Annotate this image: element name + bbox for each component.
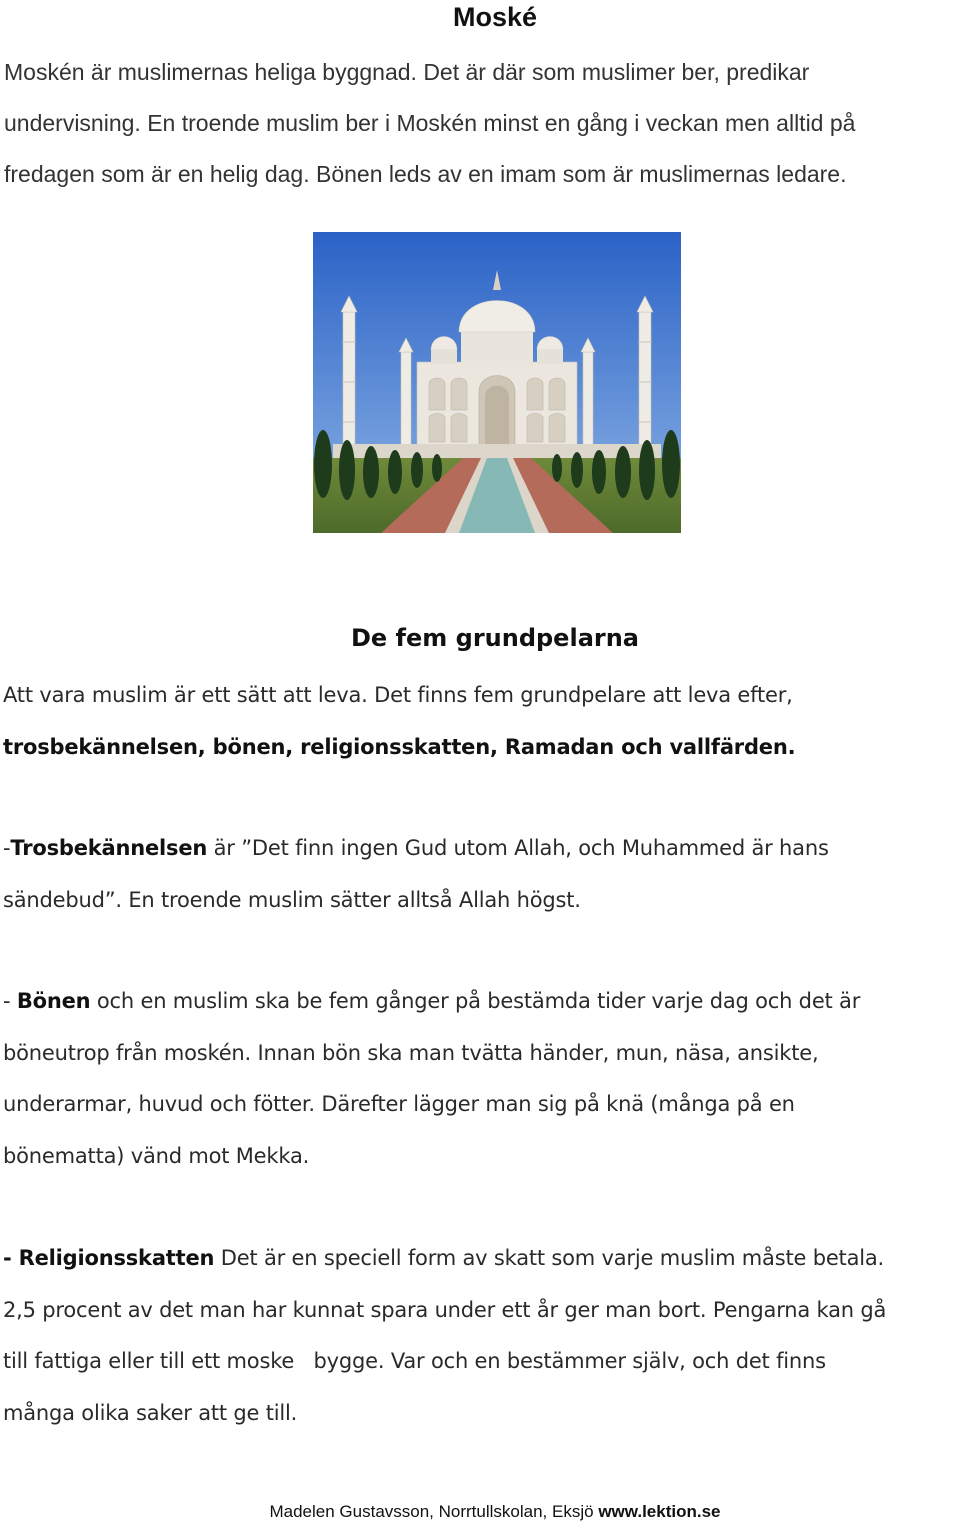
tax-line: till fattiga eller till ett moske bygge. Var och en bestämmer själv, och det finns: [3, 1349, 826, 1373]
taj-mahal-photo: [313, 232, 681, 533]
creed-term: Trosbekännelsen: [10, 836, 208, 860]
creed-text: är ”Det finn ingen Gud utom Allah, och Muhammed är hans: [207, 836, 829, 860]
intro-paragraph: [4, 47, 954, 200]
creed-line: sändebud”. En troende muslim sätter alltså Allah högst.: [3, 887, 581, 912]
prayer-term: Bönen: [16, 989, 91, 1013]
pillars-heading: De fem grundpelarna: [351, 624, 639, 652]
tax-line: många olika saker att ge till.: [3, 1400, 298, 1425]
intro-line: Moskén är muslimernas heliga byggnad. Det är där som muslimer ber, predikar: [4, 59, 810, 85]
tax-line: 2,5 procent av det man har kunnat spara under ett år ger man bort. Pengarna kan gå: [3, 1297, 887, 1322]
footer-author: Madelen Gustavsson, Norrtullskolan, Eksjö: [269, 1502, 594, 1521]
intro-line: undervisning. En troende muslim ber i Moskén minst en gång i veckan men alltid på: [4, 110, 856, 136]
page-title: Moské: [452, 2, 538, 32]
creed-prefix: -: [3, 836, 11, 860]
page-footer: [0, 1500, 960, 1524]
prayer-line: böneutrop från moskén. Innan bön ska man tvätta händer, mun, näsa, ansikte,: [3, 1040, 819, 1065]
pillars-intro-paragraph: [3, 670, 960, 773]
prayer-prefix: -: [3, 989, 17, 1013]
pillars-list: trosbekännelsen, bönen, religionsskatten, Ramadan och vallfärden.: [3, 734, 796, 759]
creed-paragraph: [3, 823, 960, 926]
tax-paragraph: [3, 1233, 960, 1439]
tax-prefix: -: [3, 1246, 19, 1270]
prayer-text: och en muslim ska be fem gånger på bestämda tider varje dag och det är: [90, 989, 861, 1013]
tax-term: Religionsskatten: [18, 1246, 215, 1270]
tax-text: Det är en speciell form av skatt som varje muslim måste betala.: [214, 1246, 885, 1270]
pillars-intro-line: Att vara muslim är ett sätt att leva. Det finns fem grundpelare att leva efter,: [3, 683, 793, 707]
footer-url[interactable]: www.lektion.se: [598, 1502, 721, 1521]
prayer-line: underarmar, huvud och fötter. Därefter lägger man sig på knä (många på en: [3, 1092, 795, 1116]
prayer-line: bönematta) vänd mot Mekka.: [3, 1143, 310, 1168]
prayer-paragraph: [3, 976, 960, 1182]
intro-line: fredagen som är en helig dag. Bönen leds av en imam som är muslimernas ledare.: [4, 161, 847, 187]
